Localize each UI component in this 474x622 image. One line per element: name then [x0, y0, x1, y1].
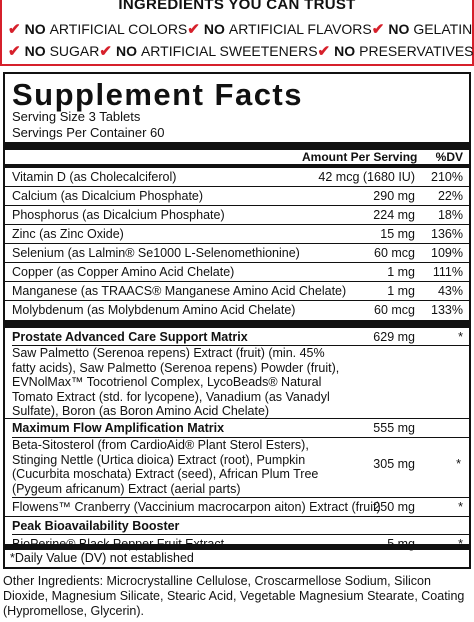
trust-banner-title: INGREDIENTS YOU CAN TRUST: [110, 0, 363, 13]
header-daily-value: %DV: [435, 150, 463, 164]
check-icon: ✔: [187, 21, 200, 38]
nutrient-row: Zinc (as Zinc Oxide) 15 mg 136%: [12, 227, 463, 241]
other-ingredients: Other Ingredients: Microcrystalline Cellulose, Croscarmellose Sodium, Silicon Dioxide, Magnesium Silicate, Stearic Acid, Vegetable Magnesium Stearate, Coating (Hypromellose, Glycerin).: [3, 574, 465, 618]
ingredients-trust-banner: [0, 0, 474, 66]
trust-row-2: [8, 42, 474, 60]
claim-no-sugar: ✔ NO SUGAR: [8, 43, 100, 60]
nutrient-row: Copper (as Copper Amino Acid Chelate) 1 mg 111%: [12, 265, 463, 279]
prostate-ingredients: Saw Palmetto (Serenoa repens) Extract (fruit) (min. 45% fatty acids), Saw Palmetto (Serenoa repens) Powder (fruit), EVNolMax™ Tocotrienol Complex, LycoBeads® Natural Tomato Extract (std. for lycopene), Vanadium (as Vanadyl Sulfate), Boron (as Boron Amino Acid Chelate): [12, 346, 340, 418]
claim-no-artificial-flavors: ✔ NO ARTIFICIAL FLAVORS: [187, 21, 372, 38]
divider-thick: [3, 544, 471, 550]
check-icon: ✔: [317, 43, 331, 60]
divider-thick: [5, 320, 469, 328]
flow-sub2-row: Flowens™ Cranberry (Vaccinium macrocarpon aiton) Extract (fruit) 250 mg *: [12, 500, 463, 514]
check-icon: ✔: [371, 21, 385, 38]
nutrient-row: Molybdenum (as Molybdenum Amino Acid Chelate) 60 mcg 133%: [12, 303, 463, 317]
supplement-facts-panel: [3, 72, 471, 569]
nutrient-row: Selenium (as Lalmin® Se1000 L-Selenomethionine) 60 mcg 109%: [12, 246, 463, 260]
claim-no-preservatives: ✔ NO PRESERVATIVES: [317, 43, 474, 60]
blend-row-bio: Peak Bioavailability Booster: [12, 519, 180, 533]
divider-thick: [5, 142, 469, 150]
flow-ingredients: Beta-Sitosterol (from CardioAid® Plant Sterol Esters), Stinging Nettle (Urtica dioica) Extract (root), Pumpkin (Cucurbita moschata) Extract (seed), African Plum Tree (Pygeum africanum) Extract (aerial parts): [12, 438, 319, 496]
claim-no-artificial-sweeteners: ✔ NO ARTIFICIAL SWEETENERS: [99, 43, 318, 60]
servings-per-container: Servings Per Container 60: [12, 125, 165, 140]
trust-row-1: [8, 20, 473, 38]
nutrient-row: Calcium (as Dicalcium Phosphate) 290 mg 22%: [12, 189, 463, 203]
dv-footnote: *Daily Value (DV) not established: [10, 551, 194, 565]
supplement-facts-title: Supplement Facts: [12, 77, 303, 112]
serving-size: Serving Size 3 Tablets: [12, 109, 141, 124]
check-icon: ✔: [8, 21, 21, 38]
header-amount-per-serving: Amount Per Serving: [302, 150, 418, 164]
nutrient-row: Phosphorus (as Dicalcium Phosphate) 224 mg 18%: [12, 208, 463, 222]
nutrient-row: Manganese (as TRAACS® Manganese Amino Acid Chelate) 1 mg 43%: [12, 284, 463, 298]
flow-sub1-amount: 305 mg: [373, 457, 415, 471]
blend-row-flow: Maximum Flow Amplification Matrix 555 mg: [12, 421, 415, 435]
blend-row-prostate: Prostate Advanced Care Support Matrix 629 mg *: [12, 330, 463, 344]
flow-sub1-dv: *: [456, 457, 461, 471]
check-icon: ✔: [99, 43, 112, 60]
claim-no-gelatin: ✔ NO GELATIN: [371, 21, 473, 38]
nutrient-row: Vitamin D (as Cholecalciferol) 42 mcg (1680 IU) 210%: [12, 170, 463, 184]
claim-no-artificial-colors: ✔ NO ARTIFICIAL COLORS: [8, 21, 188, 38]
check-icon: ✔: [8, 43, 21, 60]
